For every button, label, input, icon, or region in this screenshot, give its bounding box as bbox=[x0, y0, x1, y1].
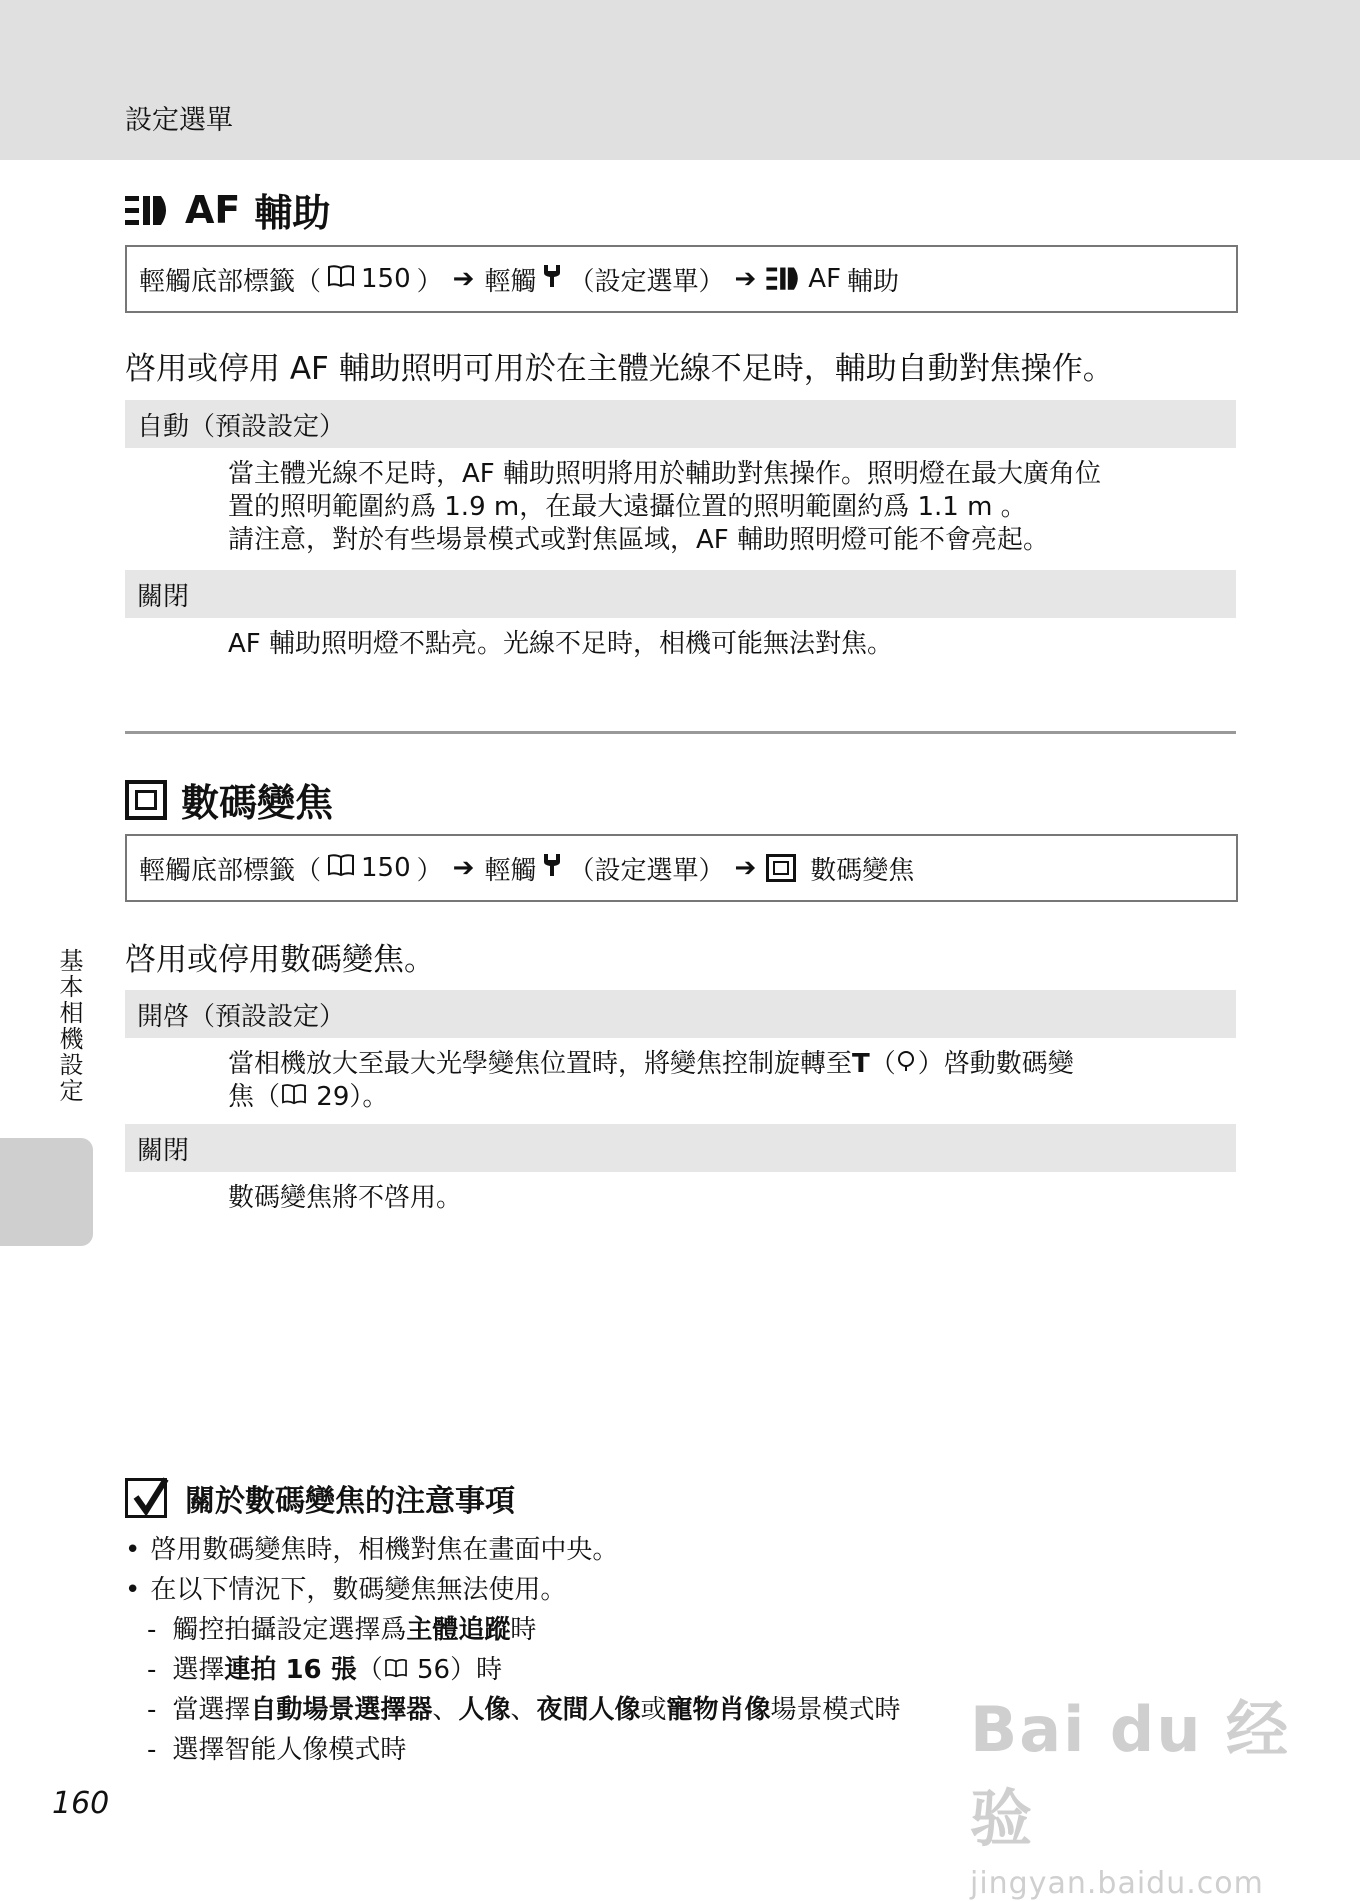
book-icon bbox=[327, 264, 355, 295]
desc-text: 當相機放大至最大光學變焦位置時，將變焦控制旋轉至 bbox=[228, 1049, 853, 1079]
nav-text: 輕觸 bbox=[484, 855, 537, 886]
nav-text: 輕觸 bbox=[484, 266, 537, 297]
nav-text: AF bbox=[808, 264, 842, 294]
desc-line: 請注意，對於有些場景模式或對焦區域，AF 輔助照明燈可能不會亮起。 bbox=[228, 525, 1050, 555]
list-item-emphasis: 主體追蹤 bbox=[406, 1615, 511, 1645]
side-chapter-tab bbox=[0, 1138, 93, 1246]
page-number: 160 bbox=[52, 1786, 110, 1821]
list-item-text: 選擇 bbox=[172, 1655, 225, 1685]
list-item-text: 或 bbox=[640, 1695, 667, 1725]
desc-line: 數碼變焦將不啓用。 bbox=[228, 1183, 463, 1213]
desc-text: （ bbox=[869, 1049, 896, 1079]
option-description bbox=[228, 628, 1228, 661]
wrench-icon bbox=[542, 852, 562, 885]
page-header bbox=[0, 0, 1360, 160]
book-icon bbox=[327, 853, 355, 884]
af-assist-icon bbox=[766, 266, 802, 292]
list-item-text: 啓用數碼變焦時，相機對焦在畫面中央。 bbox=[150, 1535, 619, 1565]
arrow-right-icon: ➔ bbox=[734, 264, 757, 294]
option-description bbox=[228, 1182, 1228, 1215]
desc-line: 當主體光線不足時，AF 輔助照明將用於輔助對焦操作。照明燈在最大廣角位 bbox=[228, 459, 1102, 489]
nav-text: ） bbox=[416, 266, 443, 297]
nav-text: 輔助 bbox=[847, 266, 900, 297]
list-item-text: 選擇智能人像模式時 bbox=[172, 1735, 407, 1765]
digital-zoom-icon bbox=[766, 854, 796, 882]
list-item-emphasis: 寵物肖像 bbox=[666, 1695, 771, 1725]
list-item-text: 、 bbox=[510, 1695, 537, 1725]
list-item-text: 、 bbox=[432, 1695, 459, 1725]
list-item-emphasis: 自動場景選擇器 bbox=[250, 1695, 433, 1725]
book-icon bbox=[383, 1655, 409, 1685]
option-description bbox=[228, 458, 1228, 557]
list-item-text: ）時 bbox=[450, 1655, 503, 1685]
section-divider bbox=[125, 731, 1236, 734]
zoom-magnifier-icon bbox=[896, 1049, 918, 1079]
section-title-digital-zoom bbox=[125, 772, 333, 827]
nav-text: 輕觸底部標籤（ bbox=[139, 266, 322, 297]
sub-list-item: - 選擇智能人像模式時 bbox=[125, 1730, 901, 1770]
note-title bbox=[125, 1476, 515, 1520]
list-item-emphasis: 夜間人像 bbox=[536, 1695, 641, 1725]
option-label: 關閉 bbox=[125, 570, 1236, 618]
desc-text: ）。 bbox=[349, 1082, 389, 1112]
nav-text: ） bbox=[416, 855, 443, 886]
note-title-text: 關於數碼變焦的注意事項 bbox=[185, 1484, 515, 1519]
option-label: 自動（預設設定） bbox=[125, 400, 1236, 448]
section-intro: 啓用或停用 AF 輔助照明可用於在主體光線不足時，輔助自動對焦操作。 bbox=[125, 351, 1114, 387]
desc-line bbox=[228, 1081, 1228, 1114]
section-title-af-assist bbox=[125, 182, 330, 237]
watermark bbox=[970, 1680, 1300, 1901]
arrow-right-icon: ➔ bbox=[734, 853, 757, 883]
note-list bbox=[125, 1530, 901, 1770]
page-ref: 29 bbox=[316, 1082, 350, 1112]
nav-path-digital-zoom bbox=[125, 834, 1238, 902]
desc-text: ）啓動數碼變 bbox=[917, 1049, 1074, 1079]
arrow-right-icon: ➔ bbox=[452, 264, 475, 294]
list-item-emphasis: 連拍 16 張 bbox=[224, 1655, 357, 1685]
desc-line: AF 輔助照明燈不點亮。光線不足時，相機可能無法對焦。 bbox=[228, 629, 894, 659]
wrench-icon bbox=[542, 263, 562, 296]
nav-page-ref: 150 bbox=[361, 264, 411, 294]
nav-text: （設定選單） bbox=[568, 266, 725, 297]
nav-text: 數碼變焦 bbox=[810, 855, 915, 886]
desc-text: 焦（ bbox=[228, 1082, 281, 1112]
desc-line bbox=[228, 1048, 1228, 1081]
list-item-text: 場景模式時 bbox=[770, 1695, 901, 1725]
sub-list-item: - 當選擇自動場景選擇器、人像、夜間人像或寵物肖像場景模式時 bbox=[147, 1695, 901, 1725]
option-label: 關閉 bbox=[125, 1124, 1236, 1172]
af-assist-icon bbox=[125, 193, 171, 227]
section-title-text: 數碼變焦 bbox=[181, 781, 334, 825]
nav-text: 輕觸底部標籤（ bbox=[139, 855, 322, 886]
nav-text: （設定選單） bbox=[568, 855, 725, 886]
list-item-text: 時 bbox=[510, 1615, 537, 1645]
header-title: 設定選單 bbox=[125, 105, 233, 136]
watermark-url: jingyan.baidu.com bbox=[970, 1866, 1264, 1901]
option-label: 開啓（預設設定） bbox=[125, 990, 1236, 1038]
book-icon bbox=[280, 1082, 308, 1112]
page-ref: 56 bbox=[416, 1655, 451, 1685]
nav-path-af bbox=[125, 245, 1238, 313]
nav-page-ref: 150 bbox=[361, 853, 411, 883]
sub-list-item: - 選擇連拍 16 張（ 56）時 bbox=[147, 1655, 503, 1685]
list-item-emphasis: 人像 bbox=[458, 1695, 511, 1725]
list-item-text: 當選擇 bbox=[172, 1695, 251, 1725]
list-item-text: （ bbox=[356, 1655, 383, 1685]
section-title-text: 輔助 bbox=[254, 191, 331, 235]
list-item: • 在以下情況下，數碼變焦無法使用。 bbox=[125, 1570, 901, 1610]
list-item-text: 在以下情況下，數碼變焦無法使用。 bbox=[150, 1575, 567, 1605]
check-note-icon bbox=[125, 1478, 167, 1518]
digital-zoom-icon bbox=[125, 780, 167, 820]
watermark-logo-text: Bai du 经验 bbox=[970, 1693, 1291, 1855]
option-description bbox=[228, 1048, 1228, 1114]
tele-t-label: T bbox=[852, 1049, 870, 1079]
list-item-text: 觸控拍攝設定選擇爲 bbox=[172, 1615, 407, 1645]
section-intro: 啓用或停用數碼變焦。 bbox=[125, 942, 435, 978]
af-code: AF bbox=[185, 187, 241, 232]
desc-line: 置的照明範圍約爲 1.9 m，在最大遠攝位置的照明範圍約爲 1.1 m 。 bbox=[228, 492, 1027, 522]
side-chapter-label: 基本相機設定 bbox=[55, 948, 83, 1104]
arrow-right-icon: ➔ bbox=[452, 853, 475, 883]
sub-list-item: - 觸控拍攝設定選擇爲主體追蹤時 bbox=[147, 1615, 537, 1645]
list-item: • 啓用數碼變焦時，相機對焦在畫面中央。 bbox=[125, 1530, 901, 1570]
